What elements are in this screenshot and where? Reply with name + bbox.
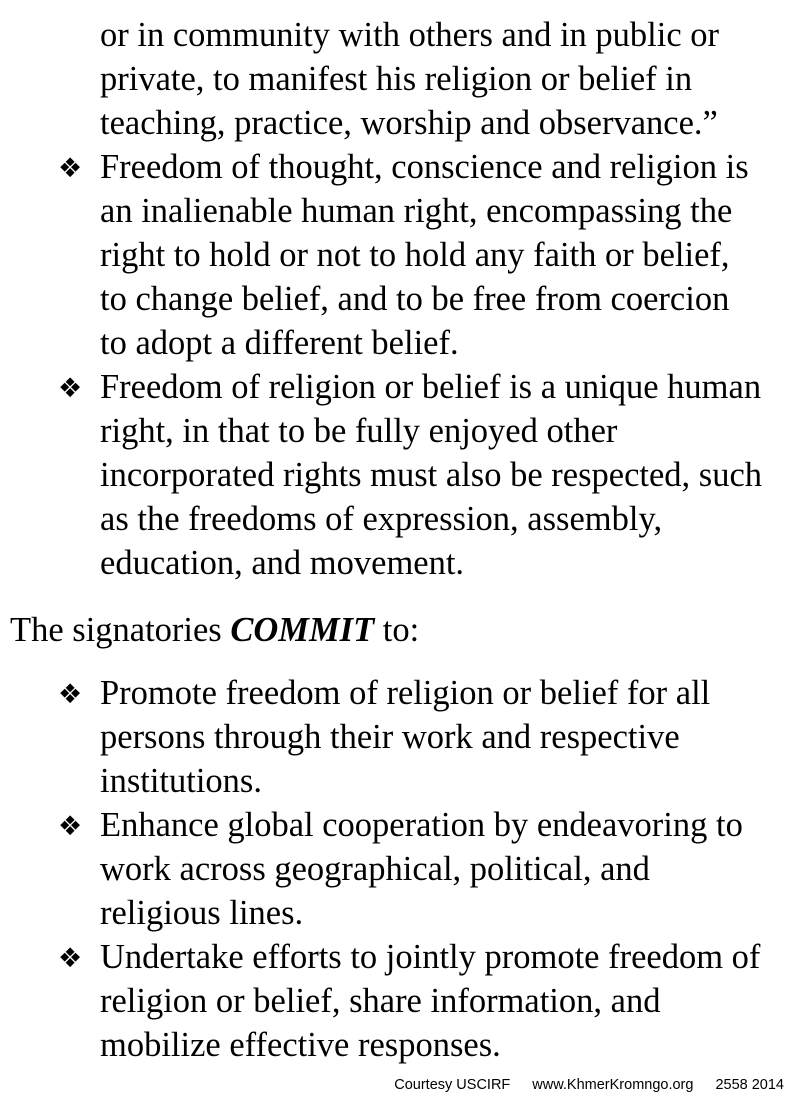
commitment-line: Undertake efforts to jointly promote freedom of <box>100 938 761 976</box>
commitment-line: religious lines. <box>100 894 304 932</box>
principle-line: to change belief, and to be free from coercion <box>100 280 730 318</box>
footer-credit: Courtesy USCIRF <box>394 1077 511 1093</box>
footer-years: 2558 2014 <box>715 1077 784 1093</box>
commitment-line: persons through their work and respective <box>100 718 680 756</box>
intro-line: or in community with others and in public or <box>100 16 719 54</box>
principle-line: right to hold or not to hold any faith or belief, <box>100 236 730 274</box>
commitment-line: mobilize effective responses. <box>100 1026 501 1064</box>
principle-line: to adopt a different belief. <box>100 324 459 362</box>
principle-line: as the freedoms of expression, assembly, <box>100 500 663 538</box>
principle-line: Freedom of thought, conscience and religion is <box>100 148 749 186</box>
commitment-line: work across geographical, political, and <box>100 850 650 888</box>
principle-line: right, in that to be fully enjoyed other <box>100 412 618 450</box>
commitment-line: institutions. <box>100 762 262 800</box>
principle-line: incorporated rights must also be respected, such <box>100 456 763 494</box>
diamond-bullet-icon: ❖ <box>58 373 83 404</box>
commit-heading-emphasis: COMMIT <box>230 611 375 649</box>
diamond-bullet-icon: ❖ <box>58 811 83 842</box>
diamond-bullet-icon: ❖ <box>58 943 83 974</box>
intro-line: teaching, practice, worship and observance.” <box>100 104 718 142</box>
commitment-line: Enhance global cooperation by endeavoring to <box>100 806 743 844</box>
diamond-bullet-icon: ❖ <box>58 153 83 184</box>
principle-line: Freedom of religion or belief is a unique human <box>100 368 762 406</box>
commit-heading-suffix: to: <box>374 611 420 649</box>
commit-heading-prefix: The signatories <box>10 611 231 649</box>
commit-heading <box>10 613 419 648</box>
principle-line: an inalienable human right, encompassing the <box>100 192 733 230</box>
diamond-bullet-icon: ❖ <box>58 679 83 710</box>
intro-line: private, to manifest his religion or belief in <box>100 60 693 98</box>
principle-line: education, and movement. <box>100 544 465 582</box>
footer-credit-line <box>394 1078 784 1093</box>
footer-website: www.KhmerKromngo.org <box>532 1077 694 1093</box>
commitment-line: religion or belief, share information, and <box>100 982 661 1020</box>
commitment-line: Promote freedom of religion or belief for all <box>100 674 711 712</box>
